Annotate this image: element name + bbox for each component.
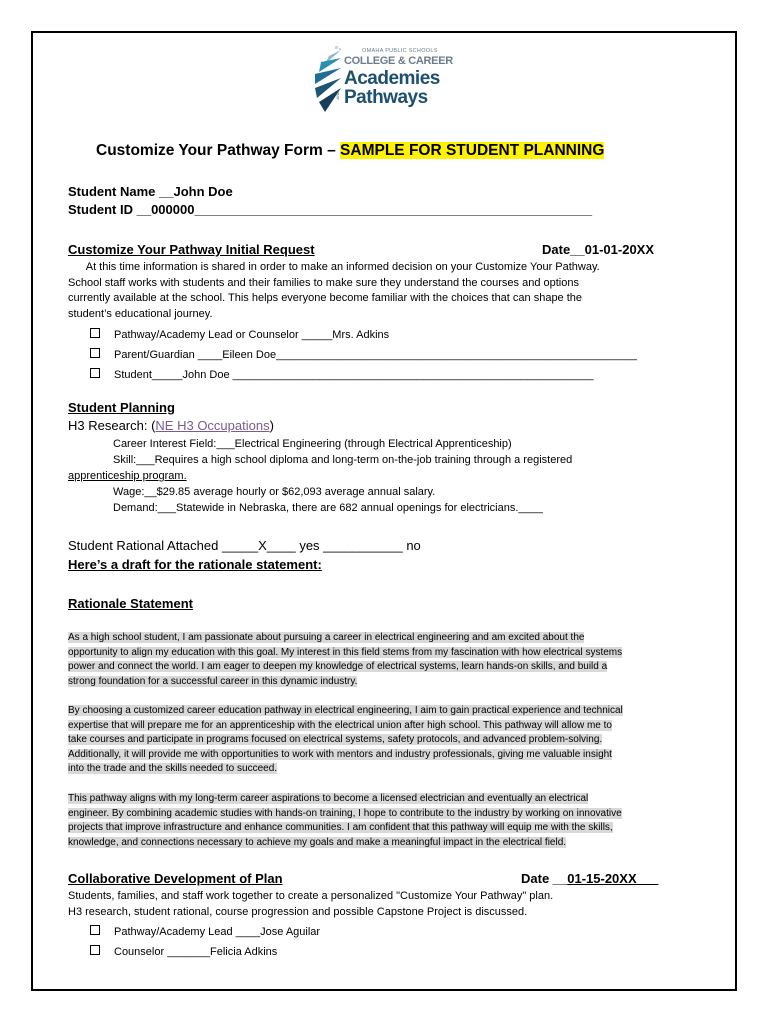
rational-yes-blank[interactable]: _____X____ — [221, 538, 296, 553]
rational-label: Student Rational Attached — [68, 538, 222, 553]
wage-label: Wage: — [113, 486, 145, 498]
check-label: Counselor — [114, 946, 168, 958]
rationale-line: projects that improve infrastructure and enhance communities. I am confident that this pathway will equip me with the skills, — [68, 822, 613, 834]
rationale-line: strong foundation for a successful career in this dynamic industry. — [68, 675, 358, 687]
logo-and: AND — [335, 91, 340, 100]
rational-no: no — [402, 538, 421, 553]
rationale-line: As a high school student, I am passionate about pursuing a career in electrical engineering and am excited about the — [68, 632, 585, 643]
student-name-label: Student Name — [68, 184, 160, 199]
initial-line: currently available at the school. This helps everyone become familiar with the choices that can shape the — [68, 292, 583, 304]
check-label: Pathway/Academy Lead or Counselor — [114, 329, 302, 341]
draft-heading: Here’s a draft for the rationale statement: — [68, 557, 322, 572]
skill-continuation: apprenticeship program. — [68, 470, 187, 482]
initial-date — [542, 242, 654, 257]
collab-line: Students, families, and staff work together to create a personalized "Customize Your Pathway" plan. — [68, 890, 554, 902]
ne-h3-occupations-link[interactable]: NE H3 Occupations — [155, 418, 270, 433]
career-label: Career Interest Field: — [113, 438, 217, 450]
rationale-paragraph-1 — [68, 631, 700, 689]
logo-line-3: Academies — [344, 68, 440, 89]
rationale-line: engineer. By combining academic studies with hands-on training, I hope to contribute to the industry by working on innovative — [68, 807, 622, 819]
check-value[interactable]: ____Eileen Doe___________________________________________________________ — [197, 349, 638, 361]
logo-line-4: Pathways — [344, 87, 428, 108]
check-value[interactable]: _____Mrs. Adkins — [301, 329, 390, 341]
title-highlight: SAMPLE FOR STUDENT PLANNING — [340, 142, 605, 159]
checkbox-student[interactable] — [90, 368, 100, 378]
h3-suffix: ) — [269, 418, 274, 433]
check-label: Pathway/Academy Lead — [114, 926, 236, 938]
rationale-line: knowledge, and connections necessary to achieve my goals and make a meaningful impact in the electrical field. — [68, 836, 567, 848]
initial-line: student’s educational journey. — [68, 307, 213, 320]
checkbox-collab-lead[interactable] — [90, 925, 100, 935]
collab-date-value[interactable]: 01-15-20XX___ — [567, 871, 659, 886]
checkbox-row-parent — [90, 348, 637, 361]
career-row — [113, 438, 512, 450]
initial-date-label: Date__ — [542, 242, 585, 257]
rational-row — [68, 538, 421, 553]
rationale-line: This pathway aligns with my long-term career aspirations to become a licensed electrician and eventually an electrical — [68, 793, 589, 804]
collab-date — [521, 871, 658, 886]
initial-request-heading: Customize Your Pathway Initial Request — [68, 242, 315, 257]
checkbox-parent[interactable] — [90, 348, 100, 358]
page-title — [96, 142, 604, 160]
skill-label: Skill: — [113, 454, 137, 466]
skill-value[interactable]: ___Requires a high school diploma and long-term on-the-job training through a registered — [136, 454, 573, 466]
initial-line: School staff works with students and their families to make sure they understand the courses and options — [68, 276, 579, 289]
checkbox-lead[interactable] — [90, 328, 100, 338]
student-name-row — [68, 184, 233, 199]
rationale-statement-heading: Rationale Statement — [68, 596, 193, 611]
initial-description — [68, 260, 708, 322]
check-value[interactable]: ____Jose Aguilar — [235, 926, 321, 938]
wage-value[interactable]: __$29.85 average hourly or $62,093 average annual salary. — [144, 486, 436, 498]
student-planning-heading: Student Planning — [68, 400, 175, 415]
logo-line-2: COLLEGE & CAREER — [344, 55, 453, 67]
student-id-row — [68, 202, 592, 217]
collab-heading: Collaborative Development of Plan — [68, 871, 283, 886]
checkbox-row-collab-lead — [90, 925, 320, 938]
wage-row — [113, 486, 435, 498]
career-value[interactable]: ___Electrical Engineering (through Electrical Apprenticeship) — [216, 438, 512, 450]
demand-row — [113, 502, 543, 514]
rationale-line: By choosing a customized career education pathway in electrical engineering, I aim to gain practical experience and technical — [68, 705, 623, 716]
check-value[interactable]: _____John Doe ___________________________________________________________ — [151, 369, 594, 381]
check-label: Student — [114, 369, 152, 381]
skill-row — [113, 454, 572, 466]
checkbox-row-student — [90, 368, 594, 381]
rationale-line: power and connect the world. I am eager to deepen my knowledge of electrical systems, learn hands-on skills, and build a — [68, 661, 608, 673]
check-value[interactable]: _______Felicia Adkins — [167, 946, 278, 958]
rationale-line: expertise that will prepare me for an apprenticeship with the electrical union after high school. This pathway will allow me to — [68, 719, 612, 731]
initial-line: At this time information is shared in order to make an informed decision on your Customize Your Pathway. — [68, 261, 600, 273]
logo-fan-icon — [313, 44, 343, 116]
initial-date-value[interactable]: 01-01-20XX — [584, 242, 655, 257]
h3-prefix: H3 Research: ( — [68, 418, 156, 433]
school-logo — [313, 44, 463, 116]
student-id-value[interactable]: __000000_______________________________________________________ — [136, 202, 593, 217]
rationale-line: into the trade and the skills needed to succeed. — [68, 763, 278, 775]
rational-no-blank[interactable]: ___________ — [323, 538, 403, 553]
checkbox-row-lead — [90, 328, 389, 341]
logo-line-1: OMAHA PUBLIC SCHOOLS — [362, 48, 438, 54]
checkbox-row-counselor — [90, 945, 277, 958]
rationale-paragraph-2 — [68, 704, 700, 777]
rationale-line: take courses and participate in programs focused on electrical systems, safety protocols, and advanced problem-solving. — [68, 734, 603, 746]
student-id-label: Student ID — [68, 202, 137, 217]
demand-label: Demand: — [113, 502, 158, 514]
title-main: Customize Your Pathway Form – — [96, 142, 341, 159]
rational-yes: yes — [295, 538, 324, 553]
student-name-value[interactable]: __John Doe — [159, 184, 233, 199]
rationale-line: opportunity to align my education with this goal. My interest in this field stems from my fascination with how electrical systems — [68, 646, 623, 658]
checkbox-counselor[interactable] — [90, 945, 100, 955]
rationale-paragraph-3 — [68, 792, 700, 850]
collab-date-label: Date __ — [521, 871, 568, 886]
demand-value[interactable]: ___Statewide in Nebraska, there are 682 annual openings for electricians.____ — [157, 502, 543, 514]
collab-description — [68, 888, 708, 920]
rationale-line: Additionally, it will provide me with opportunities to work with mentors and industry professionals, giving me valuable insight — [68, 748, 612, 760]
h3-research-row — [68, 418, 274, 433]
check-label: Parent/Guardian — [114, 349, 198, 361]
collab-line: H3 research, student rational, course progression and possible Capstone Project is discussed. — [68, 906, 528, 918]
